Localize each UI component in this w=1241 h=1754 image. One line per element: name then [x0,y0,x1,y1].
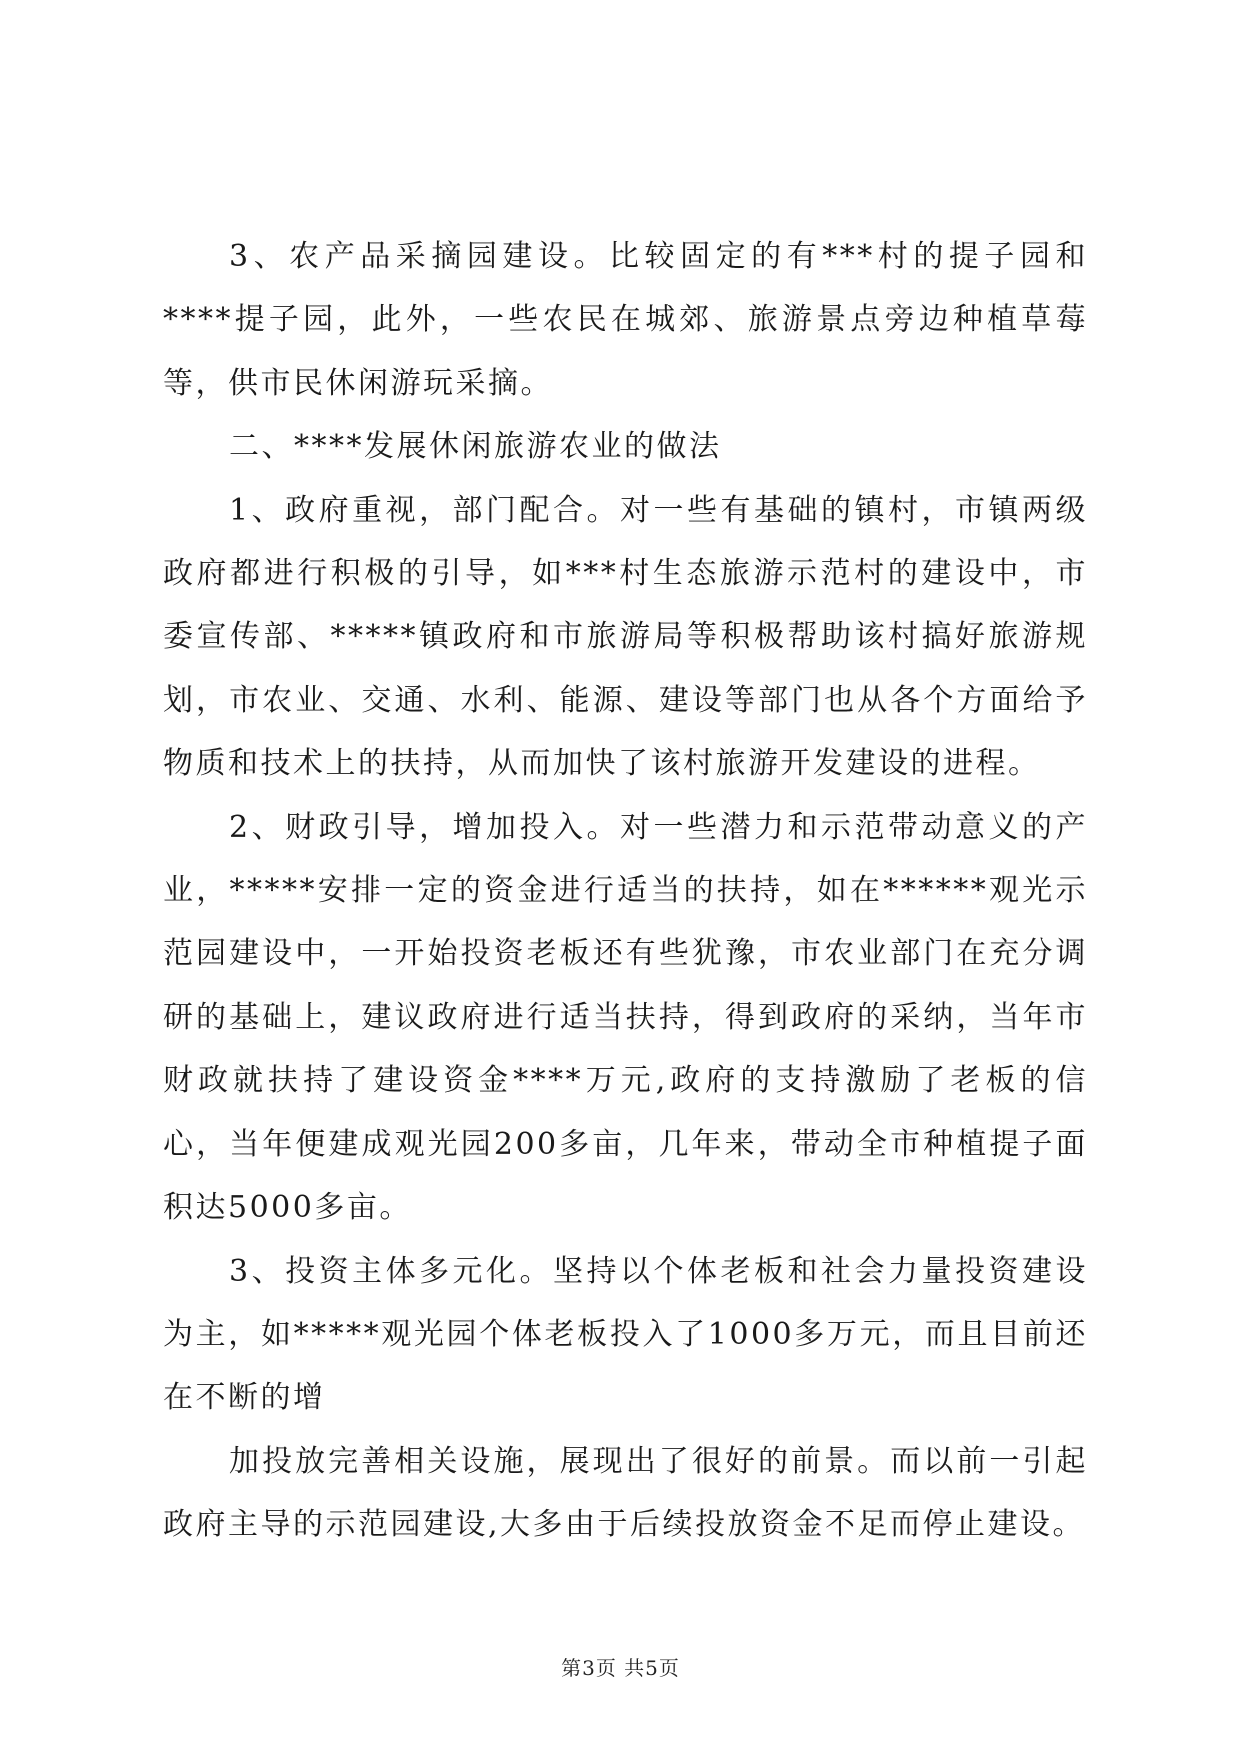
paragraph-diversified-investment: 3、投资主体多元化。坚持以个体老板和社会力量投资建设为主，如*****观光园个体老板投入了1000多万元，而且目前还在不断的增 [163,1253,1088,1416]
document-body [163,225,1088,1557]
page-number-footer: 第3页 共5页 [561,1656,680,1680]
paragraph-picking-garden: 3、农产品采摘园建设。比较固定的有***村的提子园和****提子园，此外，一些农民在城郊、旅游景点旁边种植草莓等，供市民休闲游玩采摘。 [163,239,1088,401]
paragraph-government-support: 1、政府重视，部门配合。对一些有基础的镇村，市镇两级政府都进行积极的引导，如***村生态旅游示范村的建设中，市委宣传部、*****镇政府和市旅游局等积极帮助该村搞好旅游规划，市农业、交通、水利、能源、建设等部门也从各个方面给予物质和技术上的扶持，从而加快了该村旅游开发建设的进程。 [163,492,1088,782]
paragraph-financial-guidance: 2、财政引导，增加投入。对一些潜力和示范带动意义的产业，*****安排一定的资金进行适当的扶持，如在******观光示范园建设中，一开始投资老板还有些犹豫，市农业部门在充分调研的基础上，建议政府进行适当扶持，得到政府的采纳，当年市财政就扶持了建设资金****万元,政府的支持激励了老板的信心，当年便建成观光园200多亩，几年来，带动全市种植提子面积达5000多亩。 [163,809,1088,1226]
paragraph-continuation: 加投放完善相关设施，展现出了很好的前景。而以前一引起政府主导的示范园建设,大多由于后续投放资金不足而停止建设。 [163,1443,1088,1543]
section-heading: 二、****发展休闲旅游农业的做法 [229,429,722,465]
